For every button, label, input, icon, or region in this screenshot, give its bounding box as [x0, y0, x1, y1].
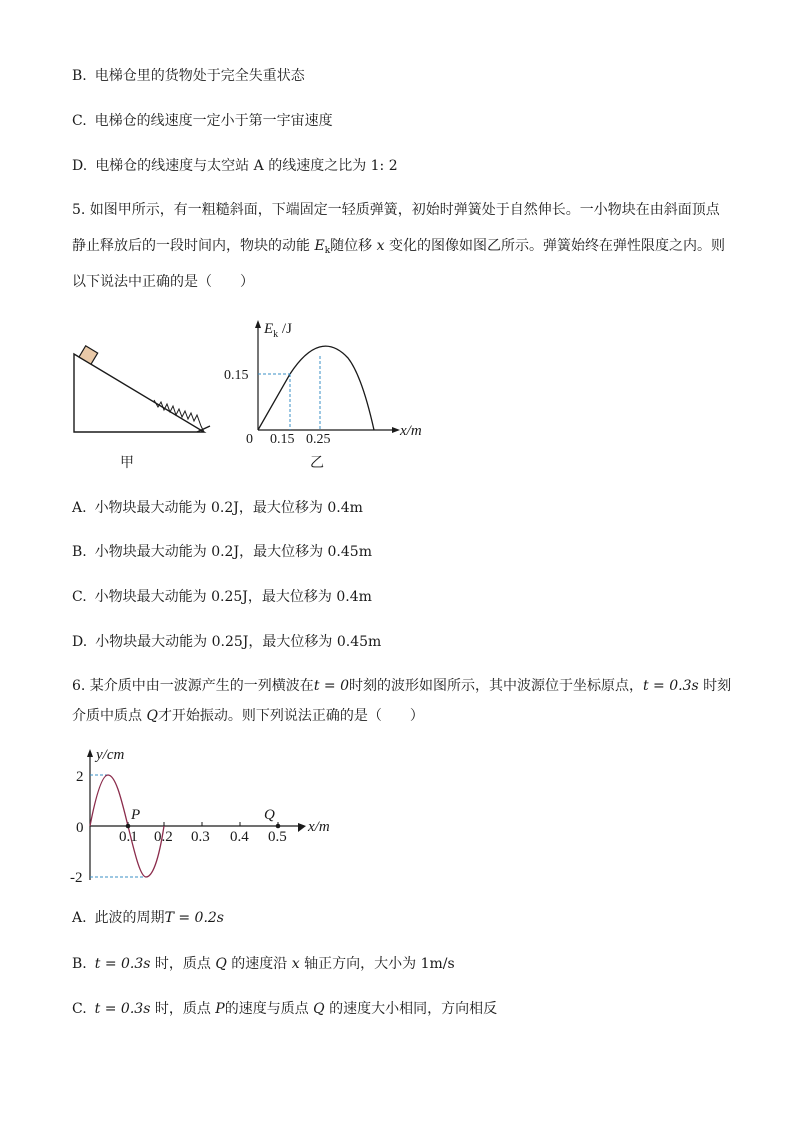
x-tick-label: 0.15: [270, 432, 295, 447]
q-symbol: Q: [313, 1001, 325, 1017]
option-text: 小物块最大动能为 0.25J，最大位移为 0.4m: [94, 589, 372, 605]
period-expr: T = 0.2s: [164, 910, 224, 926]
option-label: A.: [72, 910, 87, 926]
q5-text: 变化的图像如图乙所示。弹簧始终在弹性限度之内。则: [384, 238, 725, 254]
q5-stem-line-1: 5. 如图甲所示，有一粗糙斜面，下端固定一轻质弹簧，初始时弹簧处于自然伸长。一小物块在由斜面顶点: [72, 202, 720, 218]
option-text: 小物块最大动能为 0.2J，最大位移为 0.45m: [94, 544, 372, 560]
point-q: [276, 824, 281, 829]
option-label: C.: [72, 1001, 87, 1017]
t-zero: t = 0: [313, 678, 349, 694]
option-label: A.: [72, 500, 87, 516]
option-text: 小物块最大动能为 0.2J，最大位移为 0.4m: [94, 500, 363, 516]
ek-curve: [258, 346, 374, 430]
ek-x-graph: [224, 318, 450, 448]
option-text: 电梯仓的线速度一定小于第一宇宙速度: [94, 113, 333, 129]
y-axis-label: y/cm: [96, 747, 125, 763]
q5-text: 随位移: [330, 238, 377, 254]
option-text: 时，质点: [150, 956, 216, 972]
origin-label: 0: [246, 432, 253, 447]
option-text: 小物块最大动能为 0.25J，最大位移为 0.45m: [95, 634, 382, 650]
option-label: C.: [72, 589, 87, 605]
x-tick-label: 0.4: [230, 829, 249, 845]
option-text: 的速度大小相同，方向相反: [324, 1001, 498, 1017]
q6-text: 介质中质点: [72, 708, 147, 724]
x-tick-label: 0.2: [154, 829, 173, 845]
t-03: t = 0.3s: [642, 678, 699, 694]
x-symbol: x: [376, 238, 385, 254]
y-tick-label: -2: [70, 870, 83, 886]
q6-option-b: [72, 954, 455, 974]
time-expr: t = 0.3s: [94, 1001, 151, 1017]
incline-figure: [70, 340, 210, 440]
point-q-label: Q: [264, 807, 275, 823]
time-expr: t = 0.3s: [94, 956, 151, 972]
x-axis-label: x/m: [308, 819, 330, 835]
option-text: 电梯仓里的货物处于完全失重状态: [94, 68, 305, 84]
q6-text: 时刻: [698, 678, 732, 694]
q5-option-c: [72, 587, 372, 607]
x-axis-arrow: [298, 823, 306, 832]
option-label: B.: [72, 956, 87, 972]
y-axis-label: $E_k$ /J: [264, 321, 292, 340]
x-axis-label: x/m: [400, 423, 422, 439]
q-symbol: Q: [146, 708, 158, 724]
option-text: 此波的周期: [94, 910, 165, 926]
q5-stem-line-3: 以下说法中正确的是（ ）: [72, 274, 254, 290]
x-tick-label: 0.25: [306, 432, 331, 447]
q6-text: 才开始振动。则下列说法正确的是（ ）: [157, 708, 424, 724]
option-label: D.: [72, 158, 88, 174]
ek-symbol: $E_k$: [314, 238, 331, 256]
y-axis-arrow: [255, 320, 261, 328]
option-text: 时，质点: [150, 1001, 216, 1017]
x-tick-label: 0.5: [268, 829, 287, 845]
q5-option-a: [72, 498, 363, 518]
q6-stem-line-2: [72, 706, 424, 726]
q5-option-d: [72, 632, 381, 652]
block: [79, 346, 98, 364]
q5-text: 静止释放后的一段时间内，物块的动能: [72, 238, 315, 254]
option-text: 的速度沿: [226, 956, 292, 972]
figure-label-yi: 乙: [310, 455, 324, 471]
option-text: 轴正方向，大小为 1m/s: [299, 956, 455, 972]
q4-option-d: [72, 156, 398, 176]
q4-option-b: [72, 66, 305, 86]
y-tick-label: 0: [76, 820, 84, 836]
q-symbol: Q: [215, 956, 227, 972]
p-symbol: P: [215, 1001, 225, 1017]
option-text: 电梯仓的线速度与太空站 A 的线速度之比为 1: 2: [95, 158, 398, 174]
point-p-label: P: [131, 807, 141, 823]
q4-option-c: [72, 111, 333, 131]
option-label: C.: [72, 113, 87, 129]
q6-text: 时刻的波形如图所示，其中波源位于坐标原点，: [348, 678, 643, 694]
option-label: B.: [72, 544, 87, 560]
option-text: 的速度与质点: [224, 1001, 314, 1017]
y-axis-arrow: [87, 749, 93, 757]
option-label: B.: [72, 68, 87, 84]
incline-triangle: [74, 354, 204, 432]
option-label: D.: [72, 634, 88, 650]
y-tick-label: 0.15: [224, 368, 249, 383]
q6-stem-line-1: [72, 676, 731, 696]
x-tick-label: 0.1: [119, 829, 138, 845]
x-tick-label: 0.3: [191, 829, 210, 845]
wave-graph: [72, 740, 352, 890]
q5-stem-line-2: [72, 236, 725, 261]
y-tick-label: 2: [76, 769, 84, 785]
x-symbol: x: [291, 956, 300, 972]
x-axis-arrow: [392, 427, 400, 433]
point-p: [126, 824, 131, 829]
q6-option-c: [72, 999, 497, 1019]
q6-option-a: [72, 908, 224, 928]
q6-text: 6. 某介质中由一波源产生的一列横波在: [72, 678, 314, 694]
q5-option-b: [72, 542, 372, 562]
figure-label-jia: 甲: [120, 455, 134, 471]
